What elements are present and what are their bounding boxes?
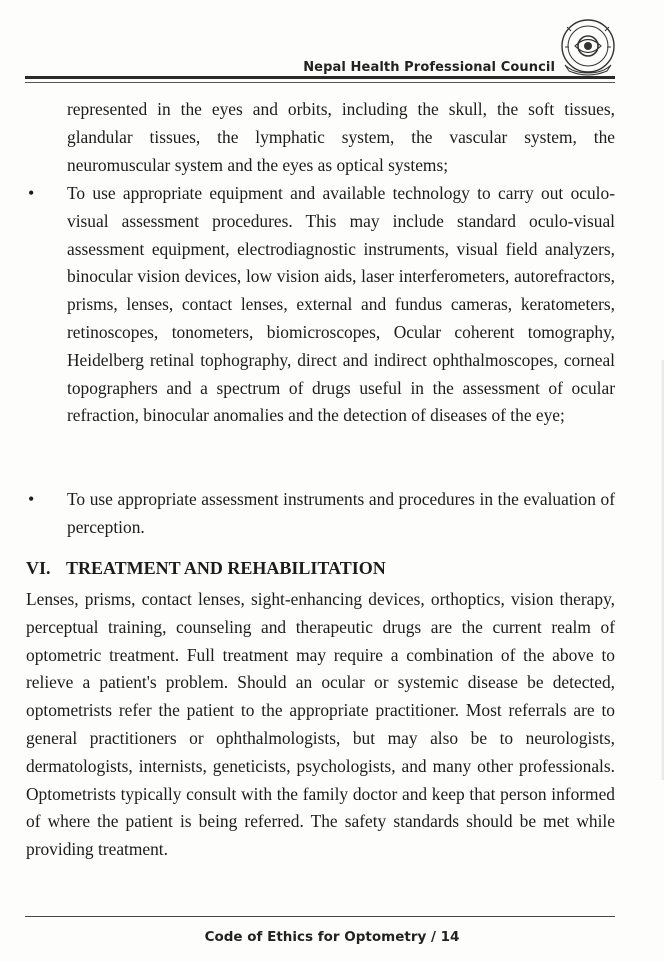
header-rule-thick [25,76,615,79]
header-council-name: Nepal Health Professional Council [303,60,555,75]
bullet-icon: • [28,183,35,203]
council-seal-icon [557,17,619,79]
section-paragraph: Lenses, prisms, contact lenses, sight-enhancing devices, orthoptics, vision therapy, perceptual training, counseling and therapeutic drugs are the current realm of optometric treatment. Full treatment may require a combination of the above to relieve a patient's problem. Should an ocular or systemic disease be detected, optometrists refer the patient to the appropriate practitioner. Most referrals are to general practitioners or ophthalmologists, but may also be to neurologists, dermatologists, internists, geneticists, psychologists, and many other professionals. Optometrists typically consult with the family doctor and keep that person informed of where the patient is being referred. The safety standards should be met while providing treatment. [26,589,615,860]
section-title: TREATMENT AND REHABILITATION [66,558,386,578]
list-item [28,180,615,430]
section-number: VI. [26,558,51,578]
list-item-text: To use appropriate assessment instruments and procedures in the evaluation of perception. [67,489,615,537]
list-item [28,486,615,542]
list-item-text: To use appropriate equipment and available technology to carry out oculo-visual assessment procedures. This may include standard oculo-visual assessment equipment, electrodiagnostic instruments, visual field analyzers, binocular vision devices, low vision aids, laser interferometers, autorefractors, prisms, lenses, contact lenses, external and fundus cameras, keratometers, retinoscopes, tonometers, biomicroscopes, Ocular coherent tomography, Heidelberg retinal tophography, direct and indirect ophthalmoscopes, corneal topographers and a spectrum of drugs useful in the assessment of ocular refraction, binocular anomalies and the detection of diseases of the eye; [67,183,615,426]
section-heading [26,555,386,581]
footer-page-label: Code of Ethics for Optometry / 14 [204,929,460,945]
bullet-icon: • [28,489,35,509]
header-rule-thin [25,82,615,83]
footer-rule [25,916,615,917]
continuation-paragraph: represented in the eyes and orbits, including the skull, the soft tissues, glandular tissues, the lymphatic system, the vascular system, the neuromuscular system and the eyes as optical systems; [67,99,615,175]
